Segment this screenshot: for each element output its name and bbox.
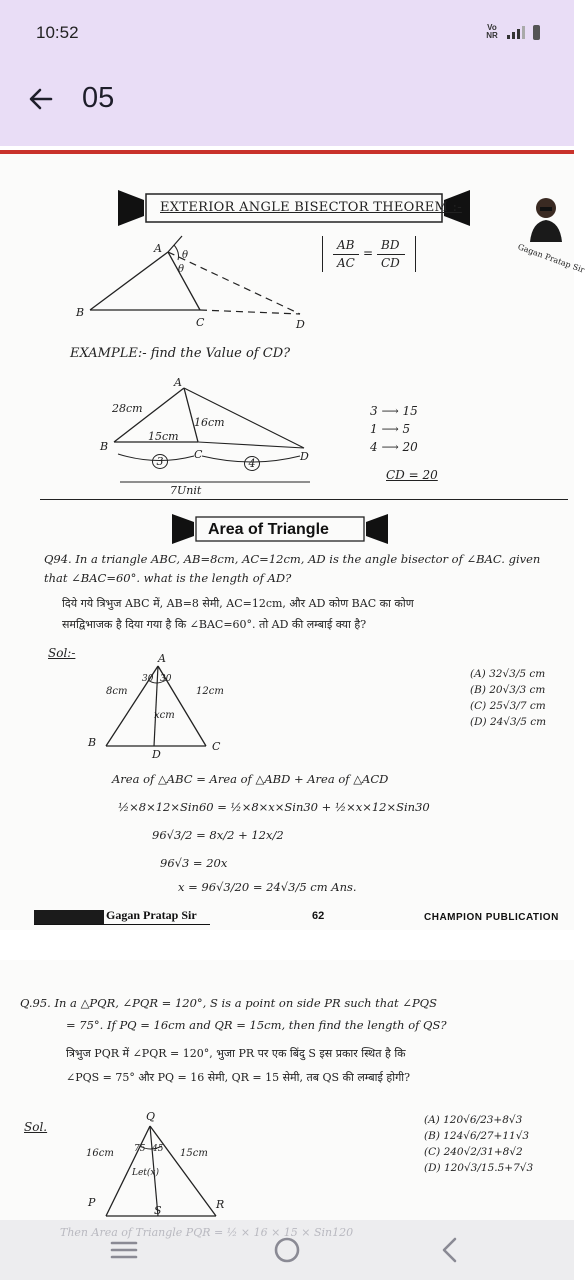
q95-sol-label: Sol. [24, 1120, 48, 1134]
page-title: 05 [82, 82, 115, 114]
q94-side-ab: 8cm [106, 686, 128, 697]
q95-angle-45: 45 [152, 1144, 164, 1154]
example-text: EXAMPLE:- find the Value of CD? [70, 346, 291, 361]
formula-bar-left [333, 254, 359, 255]
nav-back-button[interactable] [430, 1230, 470, 1270]
diagram-label-b: B [76, 306, 85, 319]
status-bar [0, 0, 574, 66]
ex-side-ac: 16cm [194, 416, 225, 429]
author-badge-text: Gagan Pratap Sir [516, 242, 586, 275]
diagram-label-a: A [154, 242, 162, 255]
status-time: 10:52 [36, 23, 79, 42]
q94-option-d: (D) 24√3/5 cm [470, 716, 547, 728]
q94-option-b: (B) 20√3/3 cm [470, 684, 546, 696]
diagram-label-d: D [296, 318, 305, 331]
home-button[interactable] [267, 1230, 307, 1270]
q94-option-a: (A) 32√3/5 cm [470, 668, 546, 680]
q95-option-c: (C) 240√2/31+8√2 [424, 1146, 523, 1158]
notes-page-1 [0, 150, 586, 930]
formula-ac: AC [337, 256, 355, 270]
formula-equals: = [363, 246, 374, 260]
footer-author: Gagan Pratap Sir [106, 908, 197, 922]
menu-icon [104, 1230, 144, 1270]
q95-let-x: Let(x) [132, 1168, 160, 1178]
solution-line-3: 96√3/2 = 8x/2 + 12x/2 [152, 828, 284, 842]
app-bar [0, 66, 574, 146]
q94-label-a: A [158, 652, 166, 665]
q94-label-c: C [212, 740, 221, 753]
q94-angle-left: 30 [142, 674, 154, 684]
ex-label-d: D [300, 450, 309, 463]
q95-side-qr: 15cm [180, 1148, 208, 1159]
footer-rule [34, 924, 210, 925]
vonr-icon: Vo NR [486, 23, 498, 40]
q95-english-2: = 75°. If PQ = 16cm and QR = 15cm, then find the length of QS? [66, 1018, 447, 1032]
back-arrow-icon [26, 84, 56, 114]
home-circle-icon [267, 1230, 307, 1270]
status-icons [485, 24, 540, 40]
author-avatar [526, 194, 566, 244]
ex-arc-3: 3 [152, 454, 168, 469]
q95-hindi-1: त्रिभुज PQR में ∠PQR = 120°, भुजा PR पर एक बिंदु S इस प्रकार स्थित है कि [66, 1047, 406, 1060]
solution-line-5: x = 96√3/20 = 24√3/5 cm Ans. [178, 880, 357, 894]
q95-angle-75: 75 [134, 1144, 146, 1154]
section-title: Area of Triangle [208, 521, 329, 538]
example-diagram [96, 376, 346, 486]
solution-line-1: Area of △ABC = Area of △ABD + Area of △ACD [112, 772, 389, 786]
faded-solution-line: Then Area of Triangle PQR = ½ × 16 × 15 × Sin120 [60, 1226, 354, 1239]
q94-english: Q94. In a triangle ABC, AB=8cm, AC=12cm, AD is the angle bisector of ∠BAC. given that ∠BAC=60°. what is the length of AD? [44, 552, 541, 585]
ratio-line-3: 4 ⟶ 20 [370, 440, 418, 454]
ex-label-a: A [174, 376, 182, 389]
diagram-label-c: C [196, 316, 205, 329]
q94-side-ad: xcm [154, 710, 175, 721]
q94-option-c: (C) 25√3/7 cm [470, 700, 546, 712]
ratio-line-2: 1 ⟶ 5 [370, 422, 411, 436]
back-button[interactable] [26, 84, 56, 114]
q95-english-1: Q.95. In a △PQR, ∠PQR = 120°, S is a point on side PR such that ∠PQS [20, 996, 437, 1010]
navigation-bar [0, 1220, 574, 1280]
ex-unit: 7Unit [170, 484, 202, 497]
q95-option-a: (A) 120√6/23+8√3 [424, 1114, 523, 1126]
ex-side-bc: 15cm [148, 430, 179, 443]
q95-label-q: Q [146, 1110, 156, 1123]
q94-angle-right: 30 [160, 674, 172, 684]
battery-icon [533, 25, 540, 40]
theorem-heading: EXTERIOR ANGLE BISECTOR THEOREM :- [160, 200, 462, 215]
formula-cd: CD [381, 256, 400, 270]
q95-option-b: (B) 124√6/27+11√3 [424, 1130, 530, 1142]
ex-label-b: B [100, 440, 109, 453]
q94-sol-label: Sol:- [48, 646, 76, 660]
q95-label-p: P [88, 1196, 96, 1209]
page-gap [0, 930, 574, 960]
q95-side-pq: 16cm [86, 1148, 114, 1159]
solution-line-2: ½×8×12×Sin60 = ½×8×x×Sin30 + ½×x×12×Sin30 [118, 800, 430, 814]
q95-option-d: (D) 120√3/15.5+7√3 [424, 1162, 534, 1174]
q94-hindi-2: समद्विभाजक है दिया गया है कि ∠BAC=60°. तो AD की लम्बाई क्या है? [62, 618, 367, 631]
diagram-theta-1: θ [182, 250, 189, 261]
q95-label-r: R [216, 1198, 225, 1211]
ex-side-ab: 28cm [112, 402, 143, 415]
example-answer: CD = 20 [386, 468, 438, 482]
q94-label-b: B [88, 736, 97, 749]
formula-bar-right [377, 254, 405, 255]
recents-button[interactable] [104, 1230, 144, 1270]
formula-ab: AB [337, 238, 355, 252]
publisher: CHAMPION PUBLICATION [424, 912, 559, 923]
formula-bd: BD [381, 238, 400, 252]
solution-line-4: 96√3 = 20x [160, 856, 228, 870]
footer-bar [34, 910, 104, 924]
ratio-line-1: 3 ⟶ 15 [370, 404, 418, 418]
page-edge [0, 150, 574, 154]
q94-hindi-1: दिये गये त्रिभुज ABC में, AB=8 सेमी, AC=12cm, और AD कोण BAC का कोण [62, 597, 414, 610]
diagram-theta-2: θ [178, 264, 185, 275]
section-divider [40, 499, 568, 500]
signal-icon [507, 25, 525, 39]
ex-label-c: C [194, 448, 203, 461]
page-number: 62 [312, 910, 325, 922]
chevron-left-icon [430, 1230, 470, 1270]
theorem-diagram [70, 238, 320, 334]
q95-label-s: S [154, 1204, 162, 1217]
q94-side-ac: 12cm [196, 686, 224, 697]
ex-arc-4: 4 [244, 456, 260, 471]
formula-box [322, 236, 416, 272]
q94-triangle [96, 660, 216, 756]
q95-hindi-2: ∠PQS = 75° और PQ = 16 सेमी, QR = 15 सेमी, तब QS की लम्बाई होगी? [66, 1071, 411, 1084]
notes-page-2 [0, 960, 574, 1220]
q94-label-d: D [152, 748, 161, 761]
